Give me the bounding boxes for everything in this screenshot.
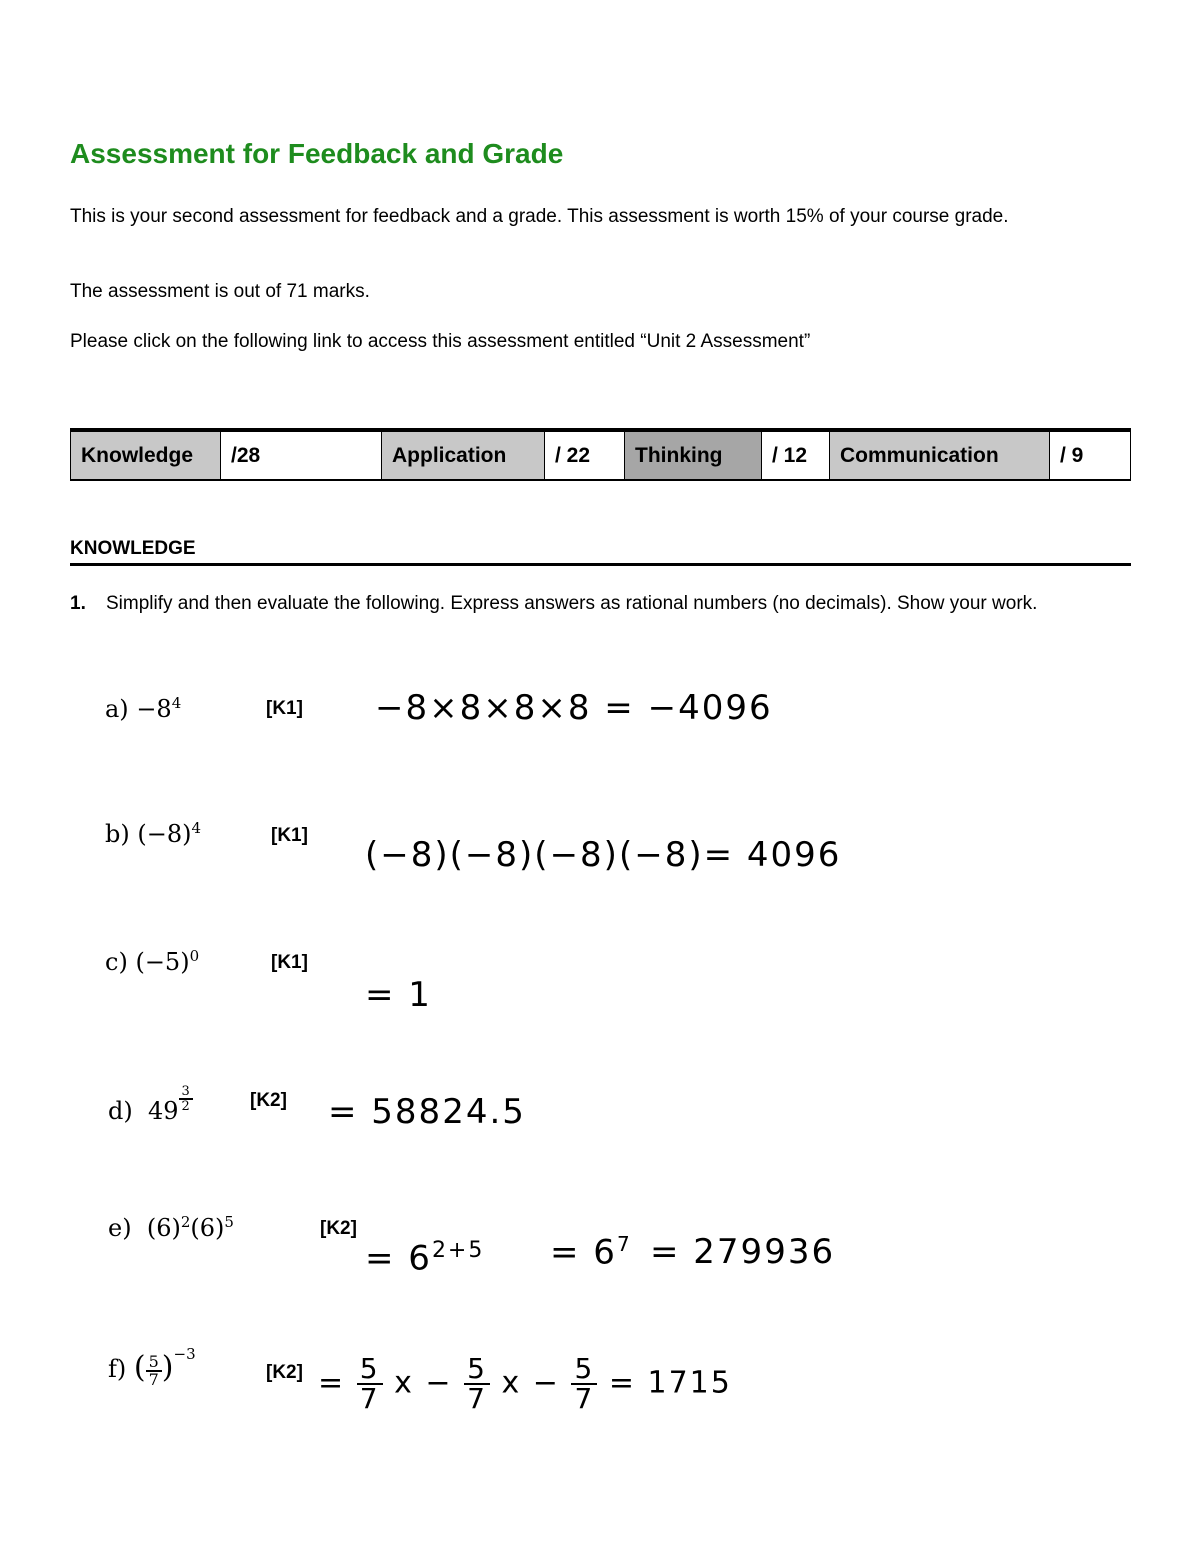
part-d-expression: d) 49 $\frac{3}{2}$ — [108, 1085, 193, 1125]
part-d-answer: = 58824.5 — [328, 1092, 526, 1132]
knowledge-label: Knowledge — [71, 432, 221, 479]
part-c-expression: c) $(-5)^0$ — [105, 947, 200, 976]
part-e-answer-result: = 279936 — [650, 1232, 836, 1272]
application-label: Application — [382, 432, 545, 479]
intro-paragraph: This is your second assessment for feedback and a grade. This assessment is worth 15% of your course grade. — [70, 206, 1009, 227]
part-a-expression: $a) -8^4$ — [105, 694, 182, 723]
part-a-answer: −8×8×8×8 = −4096 — [375, 688, 773, 728]
total-marks-paragraph: The assessment is out of 71 marks. — [70, 281, 370, 302]
part-a-mark-tag: [K1] — [266, 698, 303, 719]
communication-label: Communication — [830, 432, 1050, 479]
page-title: Assessment for Feedback and Grade — [70, 138, 564, 169]
thinking-value: / 12 — [762, 432, 830, 479]
question-number: 1. — [70, 593, 86, 614]
question-1 — [70, 591, 1130, 616]
communication-value: / 9 — [1060, 443, 1084, 467]
question-text: Simplify and then evaluate the following. Express answers as rational numbers (no decimals). Show your work. — [106, 593, 1038, 614]
part-e-expression: e) $(6)^2(6)^5$ — [108, 1213, 234, 1242]
part-c-mark-tag: [K1] — [271, 952, 308, 973]
part-f-answer: = $\frac{5}{7}$ x − $\frac{5}{7}$ x − $\frac{5}{7}$ = 1715 — [318, 1352, 732, 1415]
part-f-fraction: $\frac{5}{7}$ — [146, 1354, 162, 1388]
part-b-answer: (−8)(−8)(−8)(−8)= 4096 — [365, 835, 842, 875]
part-f-expression: f) ( $\frac{5}{7}$ )$^{-3}$ — [108, 1345, 196, 1389]
section-heading-knowledge: KNOWLEDGE — [70, 538, 196, 559]
part-e-mark-tag: [K2] — [320, 1218, 357, 1239]
part-e-answer-step2: = $6^7$ — [550, 1232, 632, 1273]
knowledge-value: /28 — [221, 432, 382, 479]
part-f-mark-tag: [K2] — [266, 1362, 303, 1383]
part-b-expression: b) $(-8)^4$ — [105, 819, 202, 848]
part-c-answer: = 1 — [365, 975, 432, 1015]
section-divider — [70, 563, 1131, 566]
part-d-mark-tag: [K2] — [250, 1090, 287, 1111]
part-b-mark-tag: [K1] — [271, 825, 308, 846]
marks-breakdown-table — [70, 428, 1131, 481]
part-d-exponent: $\frac{3}{2}$ — [179, 1085, 193, 1113]
link-instruction-paragraph: Please click on the following link to access this assessment entitled “Unit 2 Assessment” — [70, 331, 811, 352]
part-e-answer-step1: = $6^{2+5}$ — [365, 1238, 485, 1279]
thinking-label: Thinking — [625, 432, 762, 479]
application-value: / 22 — [545, 432, 625, 479]
